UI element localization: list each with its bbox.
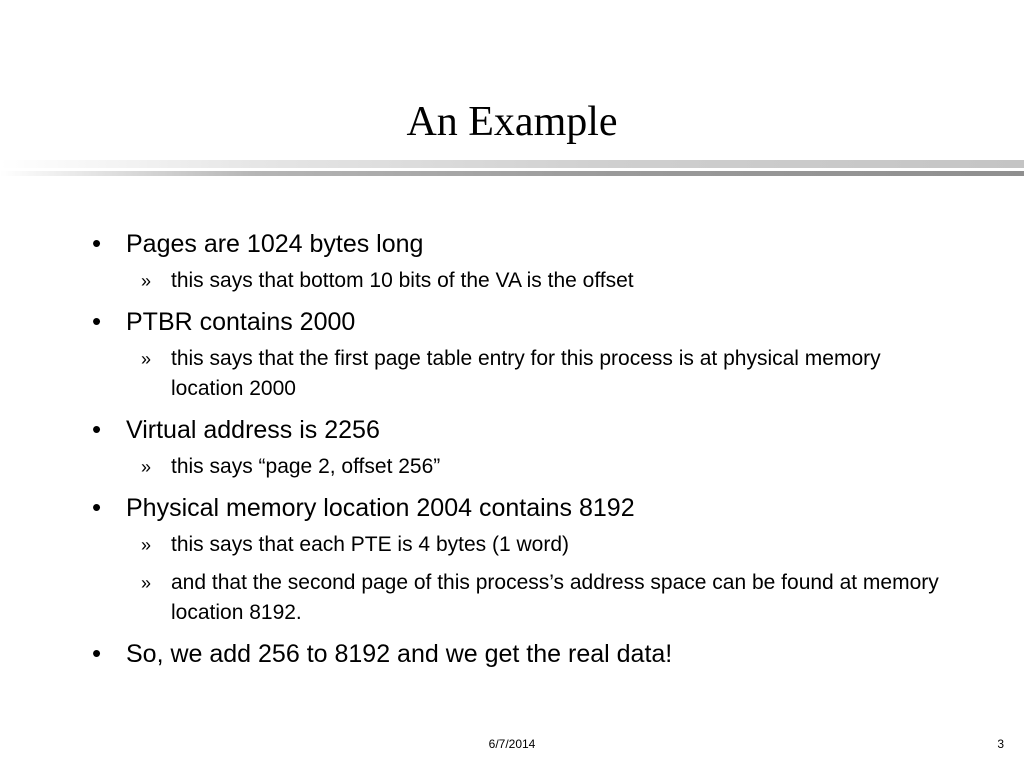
bullet-marker: •: [92, 492, 102, 522]
sub-bullet-marker: »: [141, 271, 152, 291]
bullet-item: [0, 226, 1024, 262]
sub-bullet-marker: »: [141, 457, 152, 477]
sub-bullet-item: [0, 452, 1024, 482]
footer-date: 6/7/2014: [488, 737, 536, 751]
bullet-text: So, we add 256 to 8192 and we get the real data!: [126, 640, 673, 668]
bullet-marker: •: [92, 306, 102, 336]
title-divider-top: [0, 160, 1024, 168]
sub-bullet-item: [0, 530, 1024, 560]
sub-bullet-text: this says “page 2, offset 256”: [171, 455, 441, 478]
bullet-item: [0, 304, 1024, 340]
bullet-text: Pages are 1024 bytes long: [126, 230, 424, 258]
bullet-text: PTBR contains 2000: [126, 308, 356, 336]
bullet-item: [0, 412, 1024, 448]
slide-number: 3: [997, 737, 1004, 751]
sub-bullet-text: this says that each PTE is 4 bytes (1 word): [171, 533, 569, 556]
bullet-marker: •: [92, 414, 102, 444]
bullet-item: [0, 636, 1024, 672]
bullet-marker: •: [92, 228, 102, 258]
slide-title: An Example: [406, 99, 618, 145]
sub-bullet-text: this says that the first page table entry for this process is at physical memory location 2000: [171, 347, 881, 400]
bullet-marker: •: [92, 638, 102, 668]
bullet-list: [0, 226, 1024, 676]
sub-bullet-item: [0, 344, 1024, 404]
sub-bullet-item: [0, 568, 1024, 628]
bullet-text: Physical memory location 2004 contains 8192: [126, 494, 635, 522]
sub-bullet-text: this says that bottom 10 bits of the VA is the offset: [171, 269, 634, 292]
sub-bullet-marker: »: [141, 349, 152, 369]
bullet-text: Virtual address is 2256: [126, 416, 380, 444]
sub-bullet-item: [0, 266, 1024, 296]
title-divider-bottom: [0, 171, 1024, 176]
sub-bullet-text: and that the second page of this process’s address space can be found at memory location 8192.: [171, 571, 939, 624]
sub-bullet-marker: »: [141, 573, 152, 593]
sub-bullet-marker: »: [141, 535, 152, 555]
bullet-item: [0, 490, 1024, 526]
